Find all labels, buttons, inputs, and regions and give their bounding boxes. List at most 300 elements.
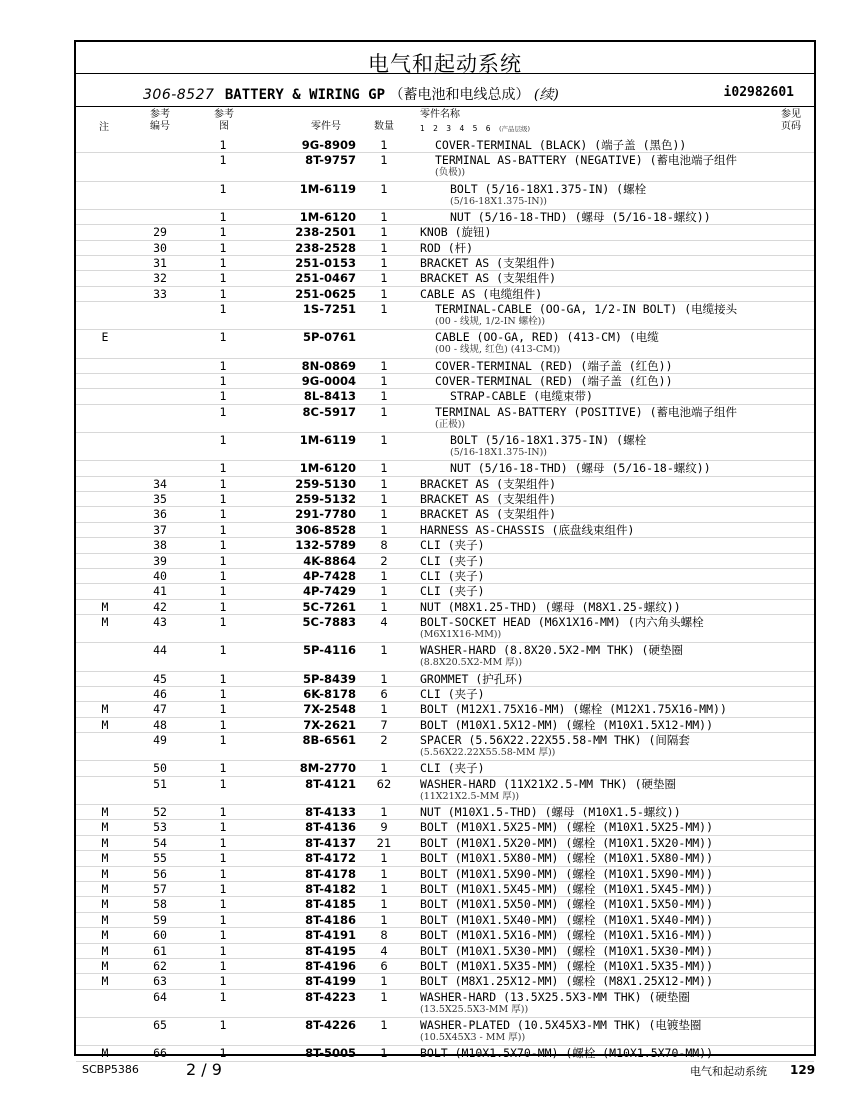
ref-number-cell: 36 [153, 507, 167, 522]
note-cell: M [101, 820, 109, 835]
part-number-cell: 8T-4226 [305, 1018, 356, 1032]
description-cell: BRACKET AS (支架组件) [420, 507, 557, 522]
quantity-cell: 4 [380, 943, 388, 958]
ref-number-cell: 47 [153, 702, 167, 717]
illustration-cell: 1 [219, 615, 227, 630]
description-cell: CLI (夹子) [420, 584, 485, 599]
table-row [76, 433, 814, 461]
part-number-cell: 4P-7429 [302, 584, 356, 599]
description-subline: (正极)) [435, 418, 466, 430]
title-divider [76, 73, 814, 74]
description-cell: CLI (夹子) [420, 538, 485, 553]
ref-number-cell: 50 [153, 761, 167, 776]
table-row [76, 210, 814, 225]
quantity-cell: 8 [380, 538, 388, 553]
part-number-cell: 4K-8864 [303, 553, 356, 568]
description-cell: BOLT (M10X1.5X70-MM) (螺栓 (M10X1.5X70-MM)) [420, 1046, 714, 1061]
description-cell: TERMINAL AS-BATTERY (POSITIVE) (蓄电池端子组件 [435, 404, 738, 419]
quantity-cell: 1 [380, 584, 388, 599]
ref-number-cell: 30 [153, 240, 167, 255]
footer-sheet: 2 / 9 [186, 1060, 222, 1079]
group-heading [143, 84, 559, 104]
part-number-cell: 8N-0869 [301, 358, 356, 373]
illustration-cell: 1 [219, 702, 227, 717]
part-number-cell: 8L-8413 [303, 389, 356, 404]
quantity-cell: 1 [380, 851, 388, 866]
illustration-cell: 1 [219, 599, 227, 614]
part-number-cell: 8T-4185 [305, 897, 356, 912]
ref-number-cell: 62 [153, 959, 167, 973]
description-cell: NUT (5/16-18-THD) (螺母 (5/16-18-螺纹)) [450, 209, 711, 224]
ref-number-cell: 37 [153, 522, 167, 537]
description-cell: KNOB (旋钮) [420, 225, 492, 240]
illustration-cell: 1 [219, 866, 227, 881]
part-number-cell: 8M-2770 [299, 761, 356, 776]
note-cell: M [101, 974, 109, 989]
part-number-cell: 6K-8178 [303, 687, 356, 701]
quantity-cell: 1 [380, 761, 388, 776]
ref-number-cell: 54 [153, 835, 167, 850]
illustration-cell: 1 [219, 989, 227, 1004]
quantity-cell: 1 [380, 522, 388, 537]
part-number-cell: 9G-0004 [301, 374, 356, 388]
illustration-cell: 1 [219, 461, 227, 476]
group-name-cn: （蓄电池和电线总成） [389, 87, 530, 103]
description-cell: WASHER-PLATED (10.5X45X3-MM THK) (电镀垫圈 [420, 1018, 702, 1032]
illustration-cell: 1 [219, 286, 227, 301]
description-cell: STRAP-CABLE (电缆束带) [450, 389, 593, 404]
description-cell: BOLT (M12X1.75X16-MM) (螺栓 (M12X1.75X16-MM)) [420, 702, 727, 717]
ref-number-cell: 56 [153, 866, 167, 881]
table-row [76, 882, 814, 897]
quantity-cell: 1 [380, 256, 388, 270]
description-cell: COVER-TERMINAL (RED) (端子盖 (红色)) [435, 358, 673, 373]
part-number-cell: 5P-4116 [302, 643, 356, 658]
illustration-cell: 1 [219, 897, 227, 912]
description-cell: BOLT (M10X1.5X25-MM) (螺栓 (M10X1.5X25-MM)) [420, 820, 714, 835]
quantity-cell: 1 [380, 702, 388, 717]
description-subline: (5/16-18X1.375-IN)) [450, 195, 547, 207]
table-row [76, 182, 814, 210]
illustration-cell: 1 [219, 507, 227, 522]
quantity-cell: 1 [380, 374, 388, 388]
ref-number-cell: 29 [153, 225, 167, 240]
table-row [76, 359, 814, 374]
footer-page-number: 129 [790, 1063, 816, 1077]
table-row [76, 615, 814, 643]
footer-doc-id: SCBP5386 [82, 1063, 139, 1076]
note-cell: M [101, 851, 109, 866]
illustration-cell: 1 [219, 225, 227, 240]
illustration-cell: 1 [219, 717, 227, 732]
part-number-cell: 251-0625 [295, 286, 356, 301]
quantity-cell: 1 [380, 492, 388, 506]
illustration-cell: 1 [219, 240, 227, 255]
quantity-cell: 1 [380, 1018, 388, 1032]
table-row [76, 584, 814, 599]
quantity-cell: 1 [380, 974, 388, 989]
note-cell: M [101, 897, 109, 912]
description-subline: (8.8X20.5X2-MM 厚)) [420, 657, 523, 669]
quantity-cell: 1 [380, 209, 388, 224]
illustration-cell: 1 [219, 433, 227, 447]
part-number-cell: 238-2501 [295, 225, 356, 240]
description-cell: ROD (杆) [420, 240, 474, 255]
table-row [76, 241, 814, 256]
part-number-cell: 251-0467 [295, 271, 356, 286]
description-subline: (负极)) [435, 167, 466, 179]
part-number-cell: 8T-9757 [305, 153, 356, 168]
part-number-cell: 259-5132 [295, 492, 356, 506]
table-row [76, 974, 814, 989]
table-row [76, 600, 814, 615]
illustration-cell: 1 [219, 943, 227, 958]
quantity-cell: 9 [380, 820, 388, 835]
description-cell: BOLT-SOCKET HEAD (M6X1X16-MM) (内六角头螺栓 [420, 615, 704, 630]
quantity-cell: 1 [380, 461, 388, 476]
illustration-cell: 1 [219, 1018, 227, 1032]
illustration-cell: 1 [219, 153, 227, 168]
part-number-cell: 5P-0761 [302, 330, 356, 345]
illustration-cell: 1 [219, 584, 227, 599]
description-subline: (00 - 线规, 红色) (413-CM)) [435, 344, 561, 356]
header-illus-2: 图 [219, 121, 229, 132]
illustration-cell: 1 [219, 256, 227, 270]
description-cell: CLI (夹子) [420, 687, 485, 701]
header-ref-1: 参考 [150, 109, 170, 120]
illustration-cell: 1 [219, 138, 227, 152]
heading-divider [76, 106, 814, 107]
table-row [76, 761, 814, 776]
illustration-cell: 1 [219, 643, 227, 658]
quantity-cell: 1 [380, 912, 388, 927]
description-cell: WASHER-HARD (13.5X25.5X3-MM THK) (硬垫圈 [420, 989, 690, 1004]
header-part-number: 零件号 [311, 121, 341, 132]
part-number-cell: 8T-4196 [305, 959, 356, 973]
table-row [76, 138, 814, 153]
description-cell: BOLT (M10X1.5X90-MM) (螺栓 (M10X1.5X90-MM)) [420, 866, 714, 881]
description-cell: BOLT (M10X1.5X50-MM) (螺栓 (M10X1.5X50-MM)) [420, 897, 714, 912]
part-number-cell: 8T-4172 [305, 851, 356, 866]
table-row [76, 805, 814, 820]
ref-number-cell: 44 [153, 643, 167, 658]
description-cell: CLI (夹子) [420, 569, 485, 583]
description-cell: BOLT (5/16-18X1.375-IN) (螺栓 [450, 181, 647, 196]
note-cell: M [101, 835, 109, 850]
description-subline: (00 - 线规, 1/2-IN 螺栓)) [435, 316, 546, 328]
part-number-cell: 8T-4121 [305, 776, 356, 791]
quantity-cell: 1 [380, 240, 388, 255]
header-description: 零件名称 [420, 109, 460, 120]
illustration-cell: 1 [219, 761, 227, 776]
illustration-cell: 1 [219, 882, 227, 896]
description-cell: BOLT (M10X1.5X35-MM) (螺栓 (M10X1.5X35-MM)) [420, 959, 714, 973]
part-number-cell: 238-2528 [295, 240, 356, 255]
description-cell: BOLT (5/16-18X1.375-IN) (螺栓 [450, 433, 647, 447]
description-cell: BOLT (M8X1.25X12-MM) (螺栓 (M8X1.25X12-MM)) [420, 974, 714, 989]
quantity-cell: 21 [376, 835, 392, 850]
illustration-cell: 1 [219, 209, 227, 224]
illustration-cell: 1 [219, 1046, 227, 1061]
illustration-cell: 1 [219, 522, 227, 537]
ref-number-cell: 42 [153, 599, 167, 614]
illustration-cell: 1 [219, 404, 227, 419]
description-cell: BOLT (M10X1.5X80-MM) (螺栓 (M10X1.5X80-MM)) [420, 851, 714, 866]
description-cell: BOLT (M10X1.5X16-MM) (螺栓 (M10X1.5X16-MM)) [420, 928, 714, 943]
description-cell: SPACER (5.56X22.22X55.58-MM THK) (间隔套 [420, 733, 690, 748]
note-cell: M [101, 1046, 109, 1061]
description-cell: COVER-TERMINAL (RED) (端子盖 (红色)) [435, 374, 673, 388]
quantity-cell: 1 [380, 302, 388, 317]
quantity-cell: 1 [380, 286, 388, 301]
quantity-cell: 1 [380, 897, 388, 912]
table-row [76, 928, 814, 943]
header-levels-numbers: 1 2 3 4 5 6 [420, 124, 494, 133]
quantity-cell: 1 [380, 404, 388, 419]
description-cell: BRACKET AS (支架组件) [420, 476, 557, 491]
description-cell: BRACKET AS (支架组件) [420, 492, 557, 506]
part-number-cell: 8T-4178 [305, 866, 356, 881]
ref-number-cell: 60 [153, 928, 167, 943]
ref-number-cell: 49 [153, 733, 167, 748]
quantity-cell: 1 [380, 225, 388, 240]
ref-number-cell: 55 [153, 851, 167, 866]
description-subline: (13.5X25.5X3-MM 厚)) [420, 1003, 529, 1015]
illustration-cell: 1 [219, 476, 227, 491]
part-number-cell: 9G-8909 [301, 138, 356, 152]
ref-number-cell: 59 [153, 912, 167, 927]
illustration-cell: 1 [219, 959, 227, 973]
illustration-cell: 1 [219, 181, 227, 196]
table-row [76, 271, 814, 286]
quantity-cell: 1 [380, 476, 388, 491]
quantity-cell: 4 [380, 615, 388, 630]
table-row [76, 672, 814, 687]
part-number-cell: 291-7780 [295, 507, 356, 522]
part-number-cell: 8C-5917 [302, 404, 356, 419]
part-number-cell: 8T-4182 [305, 882, 356, 896]
part-number-cell: 1M-6120 [299, 461, 356, 476]
ref-number-cell: 65 [153, 1018, 167, 1032]
ref-number-cell: 33 [153, 286, 167, 301]
part-number-cell: 132-5789 [295, 538, 356, 553]
description-cell: BOLT (M10X1.5X45-MM) (螺栓 (M10X1.5X45-MM)) [420, 882, 714, 896]
quantity-cell: 6 [380, 959, 388, 973]
table-row [76, 867, 814, 882]
table-row [76, 718, 814, 733]
part-number-cell: 7X-2548 [303, 702, 356, 717]
part-number-cell: 1M-6119 [299, 181, 356, 196]
description-cell: WASHER-HARD (11X21X2.5-MM THK) (硬垫圈 [420, 776, 677, 791]
illustration-id: i02982601 [723, 85, 794, 100]
part-number-cell: 4P-7428 [302, 569, 356, 583]
table-row [76, 702, 814, 717]
illustration-cell: 1 [219, 687, 227, 701]
part-number-cell: 8T-4195 [305, 943, 356, 958]
table-row [76, 225, 814, 240]
ref-number-cell: 31 [153, 256, 167, 270]
table-row [76, 554, 814, 569]
part-number-cell: 1M-6120 [299, 209, 356, 224]
illustration-cell: 1 [219, 805, 227, 819]
table-row [76, 990, 814, 1018]
quantity-cell: 2 [380, 733, 388, 748]
description-cell: NUT (M10X1.5-THD) (螺母 (M10X1.5-螺纹)) [420, 805, 681, 819]
quantity-cell: 1 [380, 138, 388, 152]
part-number-cell: 8T-4191 [305, 928, 356, 943]
illustration-cell: 1 [219, 492, 227, 506]
quantity-cell: 1 [380, 507, 388, 522]
part-number-cell: 8T-4223 [305, 989, 356, 1004]
ref-number-cell: 48 [153, 717, 167, 732]
part-number-cell: 8T-4133 [305, 805, 356, 819]
note-cell: M [101, 805, 109, 819]
illustration-cell: 1 [219, 553, 227, 568]
table-row [76, 897, 814, 912]
illustration-cell: 1 [219, 671, 227, 686]
header-illus-1: 参考 [214, 109, 234, 120]
note-cell: M [101, 615, 109, 630]
description-subline: (M6X1X16-MM)) [420, 629, 502, 641]
description-cell: WASHER-HARD (8.8X20.5X2-MM THK) (硬垫圈 [420, 643, 683, 658]
quantity-cell: 62 [376, 776, 392, 791]
ref-number-cell: 64 [153, 989, 167, 1004]
quantity-cell: 1 [380, 599, 388, 614]
table-row [76, 836, 814, 851]
description-cell: BOLT (M10X1.5X30-MM) (螺栓 (M10X1.5X30-MM)) [420, 943, 714, 958]
description-cell: NUT (5/16-18-THD) (螺母 (5/16-18-螺纹)) [450, 461, 711, 476]
note-cell: E [101, 330, 109, 345]
quantity-cell: 6 [380, 687, 388, 701]
description-cell: CABLE AS (电缆组件) [420, 286, 543, 301]
quantity-cell: 1 [380, 989, 388, 1004]
description-cell: TERMINAL-CABLE (OO-GA, 1/2-IN BOLT) (电缆接头 [435, 302, 738, 317]
description-cell: CABLE (OO-GA, RED) (413-CM) (电缆 [435, 330, 659, 345]
ref-number-cell: 32 [153, 271, 167, 286]
quantity-cell: 2 [380, 553, 388, 568]
description-subline: (10.5X45X3 - MM 厚)) [420, 1032, 526, 1043]
ref-number-cell: 52 [153, 805, 167, 819]
ref-number-cell: 43 [153, 615, 167, 630]
part-number-cell: 306-8528 [295, 522, 356, 537]
quantity-cell: 1 [380, 433, 388, 447]
description-subline: (11X21X2.5-MM 厚)) [420, 790, 520, 802]
header-see-2: 页码 [781, 121, 801, 132]
table-row [76, 959, 814, 974]
ref-number-cell: 53 [153, 820, 167, 835]
ref-number-cell: 61 [153, 943, 167, 958]
description-cell: BRACKET AS (支架组件) [420, 256, 557, 270]
quantity-cell: 1 [380, 866, 388, 881]
ref-number-cell: 40 [153, 569, 167, 583]
ref-number-cell: 34 [153, 476, 167, 491]
ref-number-cell: 35 [153, 492, 167, 506]
table-row [76, 153, 814, 181]
group-name: BATTERY & WIRING GP [224, 87, 386, 103]
description-cell: CLI (夹子) [420, 553, 485, 568]
description-cell: COVER-TERMINAL (BLACK) (端子盖 (黑色)) [435, 138, 687, 152]
illustration-cell: 1 [219, 374, 227, 388]
note-cell: M [101, 599, 109, 614]
illustration-cell: 1 [219, 330, 227, 345]
note-cell: M [101, 866, 109, 881]
illustration-cell: 1 [219, 820, 227, 835]
description-cell: BOLT (M10X1.5X40-MM) (螺栓 (M10X1.5X40-MM)) [420, 912, 714, 927]
description-cell: TERMINAL AS-BATTERY (NEGATIVE) (蓄电池端子组件 [435, 153, 738, 168]
header-levels-note: (产品层级) [498, 125, 531, 133]
table-row [76, 569, 814, 584]
part-number-cell: 8T-4137 [305, 835, 356, 850]
quantity-cell: 1 [380, 1046, 388, 1061]
table-row [76, 492, 814, 507]
quantity-cell: 1 [380, 882, 388, 896]
illustration-cell: 1 [219, 271, 227, 286]
table-row [76, 643, 814, 671]
ref-number-cell: 57 [153, 882, 167, 896]
illustration-cell: 1 [219, 538, 227, 553]
table-row [76, 1018, 814, 1046]
quantity-cell: 1 [380, 153, 388, 168]
part-number-cell: 1M-6119 [299, 433, 356, 447]
ref-number-cell: 39 [153, 553, 167, 568]
table-row [76, 851, 814, 866]
table-row [76, 733, 814, 761]
quantity-cell: 1 [380, 569, 388, 583]
header-see-1: 参见 [781, 109, 801, 120]
header-note: 注 [99, 122, 109, 133]
note-cell: M [101, 943, 109, 958]
table-row [76, 523, 814, 538]
ref-number-cell: 38 [153, 538, 167, 553]
table-row [76, 913, 814, 928]
group-number: 306-8527 [143, 87, 215, 103]
description-subline: (5.56X22.22X55.58-MM 厚)) [420, 747, 556, 759]
illustration-cell: 1 [219, 974, 227, 989]
continued-label: (续) [533, 87, 559, 103]
description-subline: (5/16-18X1.375-IN)) [450, 447, 547, 458]
part-number-cell: 259-5130 [295, 476, 356, 491]
parts-list-frame [74, 40, 816, 1061]
table-row [76, 389, 814, 404]
table-row [76, 302, 814, 330]
note-cell: M [101, 882, 109, 896]
part-number-cell: 7X-2621 [303, 717, 356, 732]
quantity-cell: 1 [380, 643, 388, 658]
part-number-cell: 8T-5005 [305, 1046, 356, 1061]
page-title: 电气和起动系统 [368, 52, 522, 76]
part-number-cell: 5C-7883 [302, 615, 356, 630]
note-cell: M [101, 912, 109, 927]
table-row [76, 538, 814, 553]
part-number-cell: 251-0153 [295, 256, 356, 270]
quantity-cell: 1 [380, 358, 388, 373]
ref-number-cell: 51 [153, 776, 167, 791]
table-row [76, 374, 814, 389]
quantity-cell: 1 [380, 805, 388, 819]
table-row [76, 256, 814, 271]
ref-number-cell: 58 [153, 897, 167, 912]
illustration-cell: 1 [219, 928, 227, 943]
table-row [76, 287, 814, 302]
description-cell: GROMMET (护孔环) [420, 671, 524, 686]
description-cell: CLI (夹子) [420, 761, 485, 776]
table-row [76, 820, 814, 835]
table-row [76, 944, 814, 959]
table-row [76, 405, 814, 433]
part-number-cell: 8T-4199 [305, 974, 356, 989]
header-ref-2: 编号 [150, 121, 170, 132]
table-row [76, 687, 814, 702]
